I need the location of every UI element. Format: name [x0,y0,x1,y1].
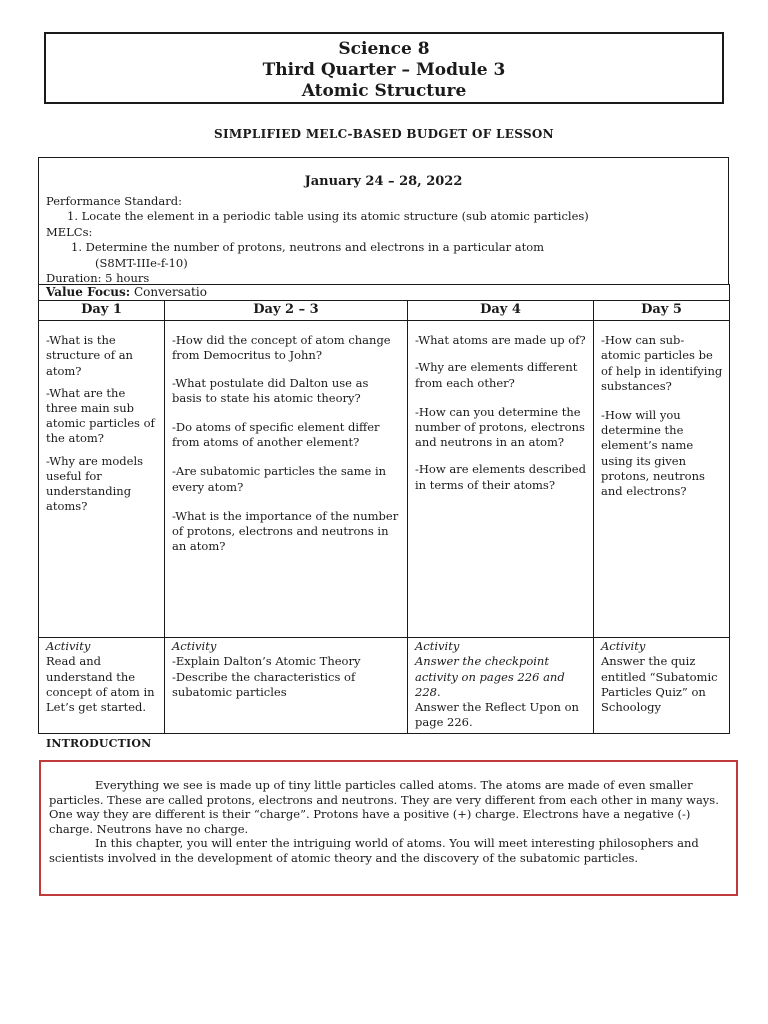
day-header-row [39,301,730,321]
question: -Do atoms of specific element differ from atoms of another element? [172,420,380,450]
question: -How can you determine the number of protons, electrons and neutrons in an atom? [415,404,585,450]
day5-activity [594,638,730,734]
melcs-code: (S8MT-IIIe-f-10) [95,255,188,270]
day-header: Day 5 [594,301,730,321]
question: -What is the importance of the number of protons, electrons and neutrons in an atom? [172,508,399,554]
question: -Why are models useful for understanding atoms? [46,453,144,514]
activity-label: Activity [46,639,91,654]
day-header: Day 2 – 3 [165,301,408,321]
value-focus-row [39,285,730,301]
activity-label: Activity [601,639,646,654]
value-focus-label: Value Focus: [46,285,131,299]
activity-text: -Explain Dalton’s Atomic Theory [172,654,361,669]
day1-activity [39,638,165,734]
activity-text: Answer the checkpoint activity on pages 226 and 228. [415,654,565,699]
question: -How can sub-atomic particles be of help in identifying substances? [601,333,723,393]
module-title-box [44,32,724,104]
day-header: Day 1 [39,301,165,321]
performance-standard-label: Performance Standard: [46,193,182,208]
activity-label: Activity [172,639,217,654]
value-focus-cell [39,285,730,301]
intro-paragraph: In this chapter, you will enter the intriguing world of atoms. You will meet interesting philosophers and scientists involved in the development of atomic theory and the discovery of the subatomic particles. [49,836,699,865]
value-focus-value: Conversatio [130,285,207,299]
day-header: Day 4 [408,301,594,321]
performance-standard-item: 1. Locate the element in a periodic table using its atomic structure (sub atomic particles) [67,209,589,223]
activity-text: Read and understand the concept of atom in Let’s get started. [46,654,155,715]
melcs-item: 1. Determine the number of protons, neutrons and electrons in a particular atom [71,240,545,254]
day4-questions [408,321,594,638]
topic-title: Atomic Structure [301,81,467,101]
question: -How will you determine the element’s name using its given protons, neutrons and electrons? [601,408,705,499]
intro-paragraph: Everything we see is made up of tiny little particles called atoms. The atoms are made of even smaller particles. These are called protons, electrons and neutrons. They are very different from each other in many ways. One way they are different is their “charge”. Protons have a positive (+) charge. Electrons have a negative (-) charge. Neutrons have no charge. [49,778,719,836]
activity-label: Activity [415,639,460,654]
activity-text: -Describe the characteristics of subatomic particles [172,669,356,699]
question: -How did the concept of atom change from Democritus to John? [172,333,391,363]
question: -How are elements described in terms of their atoms? [415,462,586,492]
activity-row [39,638,730,734]
day5-questions [594,321,730,638]
lesson-budget-table [38,284,730,734]
questions-row [39,321,730,638]
question: -Are subatomic particles the same in every atom? [172,464,387,494]
activity-text: Answer the Reflect Upon on page 226. [415,700,579,730]
lesson-date: January 24 – 28, 2022 [304,174,463,189]
day1-questions [39,321,165,638]
introduction-heading: INTRODUCTION [46,737,152,750]
day4-activity [408,638,594,734]
day23-activity [165,638,408,734]
melcs-label: MELCs: [46,224,93,239]
quarter-module-title: Third Quarter – Module 3 [262,60,506,80]
duration: Duration: 5 hours [46,271,150,285]
subject-title: Science 8 [338,39,430,59]
lesson-info-box [38,157,729,285]
activity-text: Answer the quiz entitled “Subatomic Particles Quiz” on Schoology [601,654,718,715]
question: -What postulate did Dalton use as basis to state his atomic theory? [172,375,369,405]
question: -Why are elements different from each other? [415,360,578,390]
question: -What atoms are made up of? [415,333,586,348]
day23-questions [165,321,408,638]
budget-heading: SIMPLIFIED MELC-BASED BUDGET OF LESSON [214,127,554,141]
question: -What is the structure of an atom? [46,333,133,378]
question: -What are the three main sub atomic particles of the atom? [46,385,155,446]
introduction-box [39,760,738,896]
